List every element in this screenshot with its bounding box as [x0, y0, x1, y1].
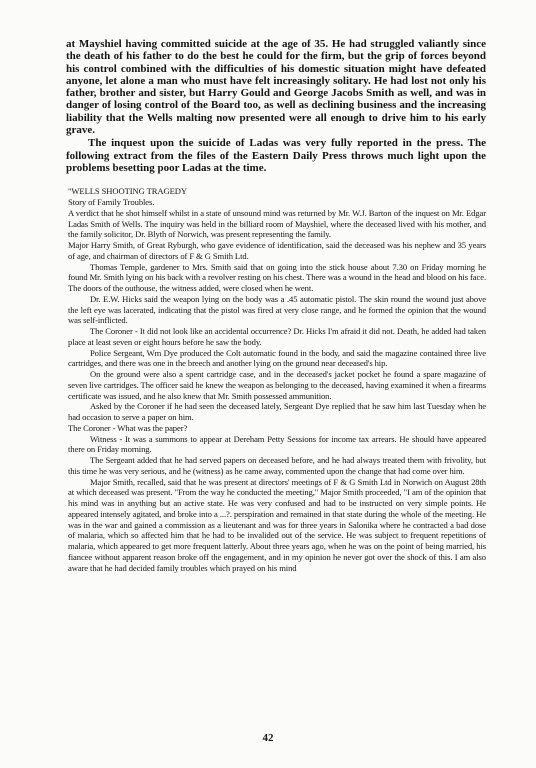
intro-paragraph-2: The inquest upon the suicide of Ladas was very fully reported in the press. The following extract from the files of the Eastern Daily Press throws much light upon the problems besetting poor Ladas at the time. — [66, 137, 486, 174]
extract-paragraph: Major Smith, recalled, said that he was present at directors' meetings of F & G Smith Ltd in Norwich on August 28th at which deceased was present. "From the way he conducted the meeting," Major Smith proceeded, "I am of the opinion that his mind was in anything but an active state. He was very confused and had to be instructed on very simple points. He appeared intensely agitated, and broke into a ...?. perspiration and remained in that state during the whole of the meeting. He was in the war and gained a commission as a lieutenant and was for three years in Salonika where he contracted a bad dose of malaria, which so affected him that he had to be invalided out of the service. He was subject to frequent repetitions of malaria, which appeared to get more frequent latterly. About three years ago, when he was on the point of being married, his fiancee without apparent reason broke off the engagement, and in my opinion he never got over the shock of this. I am also aware that he had decided family troubles which prayed on his mind — [68, 476, 486, 573]
page-number: 42 — [262, 732, 274, 744]
extract-paragraph: On the ground were also a spent cartridge case, and in the deceased's jacket pocket he found a spare magazine of seven live cartridges. The officer said he knew the weapon as belonging to the deceased, having examined it when a firearms certificate was issued, and he also knew that Mr. Smith possessed ammunition. — [68, 369, 486, 401]
newspaper-extract — [66, 186, 486, 573]
extract-paragraph: Dr. E.W. Hicks said the weapon lying on the body was a .45 automatic pistol. The skin round the wound just above the left eye was lacerated, indicating that the pistol was fired at very close range, and he formed the opinion that the wound was self-inflicted. — [68, 293, 486, 326]
extract-paragraph: Police Sergeant, Wm Dye produced the Colt automatic found in the body, and said the magazine contained three live cartridges, and there was one in the breech and another lying on the ground near deceased's hip. — [68, 347, 486, 369]
extract-paragraph: Thomas Temple, gardener to Mrs. Smith said that on going into the stick house about 7.30 on Friday morning he found Mr. Smith lying on his back with a revolver resting on his chest. There was a wound in the head and blood on his face. The doors of the outhouse, the witness added, were closed when he went. — [68, 261, 486, 294]
extract-paragraph: The Coroner - What was the paper? — [68, 422, 188, 433]
extract-subheadline: Story of Family Troubles. — [68, 197, 155, 208]
extract-paragraph: The Sergeant added that he had served papers on deceased before, and he had always treated them with frivolity, but this time he was very serious, and he (witness) as he came away, commented upon the change that had come over him. — [68, 455, 486, 476]
intro-text — [66, 38, 486, 174]
extract-paragraph: The Coroner - It did not look like an accidental occurrence? Dr. Hicks I'm afraid it did not. Death, he added had taken place at least seven or eight hours before he saw the body. — [68, 326, 486, 347]
extract-paragraph: Witness - It was a summons to appear at Dereham Petty Sessions for income tax arrears. He should have appeared there on Friday morning. — [68, 433, 486, 455]
extract-paragraph: Asked by the Coroner if he had seen the deceased lately, Sergeant Dye replied that he saw him last Tuesday when he had occasion to serve a paper on him. — [68, 401, 486, 423]
extract-paragraph: Major Harry Smith, of Great Ryburgh, who gave evidence of identification, said the deceased was his nephew and 35 years of age, and chairman of directors of F & G Smith Ltd. — [68, 240, 486, 261]
intro-paragraph-1: at Mayshiel having committed suicide at the age of 35. He had struggled valiantly since the death of his father to do the best he could for the firm, but the grip of forces beyond his control combined with the difficulties of his domestic situation might have defeated anyone, let alone a man who must have felt increasingly solitary. He had lost not only his father, brother and sister, but Harry Gould and George Jacobs Smith as well, and was in danger of losing control of the Board too, as well as declining business and the increasing liability that the Wells malting now presented were all enough to drive him to his early grave. — [66, 38, 486, 137]
extract-paragraph: A verdict that he shot himself whilst in a state of unsound mind was returned by Mr. W.J. Barton of the inquest on Mr. Edgar Ladas Smith of Wells. The inquiry was held in the billiard room of Mayshiel, where the deceased lived with his mother, and the family solicitor, Dr. Blyth of Norwich, was present representing the family. — [68, 207, 486, 240]
extract-headline: "WELLS SHOOTING TRAGEDY — [68, 186, 187, 197]
